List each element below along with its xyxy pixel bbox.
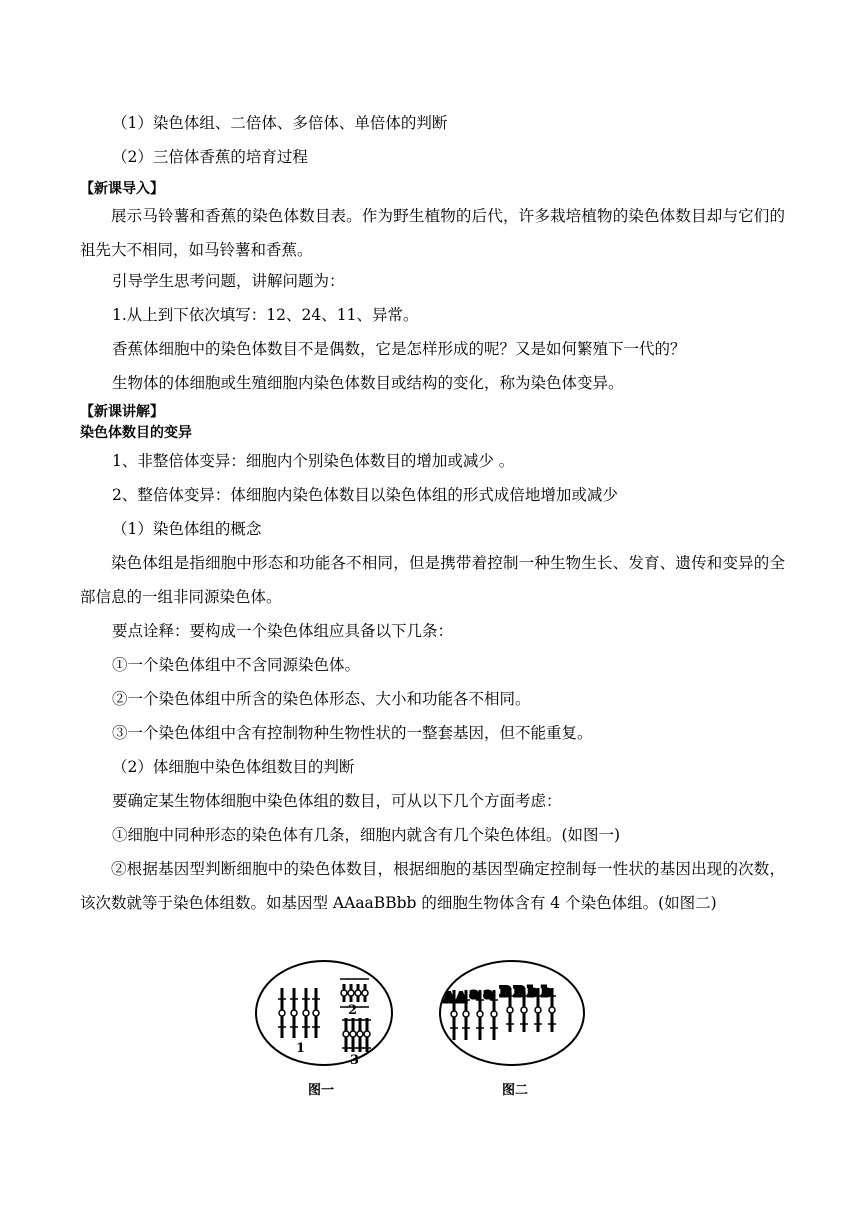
centromere [357, 1031, 363, 1037]
cell-outline-1 [256, 961, 392, 1065]
item-text: 1、非整倍体变异：细胞内个别染色体数目的增加或减少 。 [112, 452, 515, 470]
centromere [350, 1031, 356, 1037]
item-text: （2）体细胞中染色体组数目的判断 [112, 758, 355, 776]
centromere [521, 1007, 527, 1013]
cell-1-chromosomes [278, 979, 371, 1052]
item-text: ③一个染色体组中含有控制物种生物性状的一整套基因，但不能重复。 [112, 724, 593, 742]
gene-label: b [542, 985, 552, 1000]
centromere [343, 1031, 349, 1037]
centromere [451, 1011, 457, 1017]
item-text: （2）三倍体香蕉的培育过程 [112, 148, 308, 166]
item-text: 香蕉体细胞中的染色体数目不是偶数，它是怎样形成的呢？又是如何繁殖下一代的？ [112, 340, 686, 358]
centromere [535, 1007, 541, 1013]
gene-label: B [500, 985, 511, 1000]
item-text: 生物体的体细胞或生殖细胞内染色体数目或结构的变化，称为染色体变异。 [112, 374, 624, 392]
gene-label: b [528, 985, 538, 1000]
figure-caption-1: 图一 [308, 1083, 335, 1098]
item-text: 2、整倍体变异：体细胞内染色体数目以染色体组的形式成倍地增加或减少 [112, 486, 618, 504]
centromere [313, 1010, 319, 1016]
centromere [362, 990, 368, 996]
subsection-heading: 染色体数目的变异 [80, 425, 192, 441]
item-text: （1）染色体组的概念 [112, 520, 262, 538]
centromere [477, 1011, 483, 1017]
item-text: 引导学生思考问题，讲解问题为： [112, 272, 345, 290]
section-heading: 【新课导入】 [80, 181, 164, 197]
item-text: ①细胞中同种形态的染色体有几条，细胞内就含有几个染色体组。(如图一) [112, 826, 621, 844]
item-text: ②一个染色体组中所含的染色体形态、大小和功能各不相同。 [112, 690, 531, 708]
group-label-2: 2 [348, 1003, 358, 1018]
paragraph: ②根据基因型判断细胞中的染色体数目，根据细胞的基因型确定控制每一性状的基因出现的次数，该次数就等于染色体组数。如基因型 AAaaBBbb 的细胞生物体含有 4 个染色体组。(如图二) [80, 860, 785, 912]
centromere [549, 1007, 555, 1013]
gene-label: a [484, 987, 493, 1002]
centromere [303, 1010, 309, 1016]
paragraph: 染色体组是指细胞中形态和功能各不相同，但是携带着控制一种生物生长、发育、遗传和变异的全部信息的一组非同源染色体。 [80, 554, 785, 606]
group-label-3: 3 [350, 1053, 360, 1068]
centromere [491, 1011, 497, 1017]
item-text: 要点诠释：要构成一个染色体组应具备以下几条： [112, 622, 454, 640]
cell-2-chromosomes [443, 985, 556, 1040]
gene-label: A [456, 991, 467, 1006]
centromere [364, 1031, 370, 1037]
centromere [463, 1011, 469, 1017]
centromere [291, 1010, 297, 1016]
figure-caption-2: 图二 [502, 1083, 529, 1098]
paragraph: 展示马铃薯和香蕉的染色体数目表。作为野生植物的后代，许多栽培植物的染色体数目却与它们的祖先大不相同，如马铃薯和香蕉。 [80, 207, 785, 259]
centromere [348, 990, 354, 996]
gene-label: A [444, 991, 455, 1006]
centromere [355, 990, 361, 996]
item-text: （1）染色体组、二倍体、多倍体、单倍体的判断 [112, 114, 448, 132]
chromosome-diagram [254, 958, 590, 1098]
item-text: 1.从上到下依次填写：12、24、11、异常。 [112, 306, 419, 324]
item-text: 要确定某生物体细胞中染色体组的数目，可从以下几个方面考虑： [112, 792, 562, 810]
gene-label: a [470, 987, 479, 1002]
chromosome-figure [254, 958, 590, 1098]
group-label-1: 1 [296, 1041, 306, 1056]
centromere [507, 1007, 513, 1013]
centromere [279, 1010, 285, 1016]
section-heading: 【新课讲解】 [80, 404, 164, 420]
centromere [341, 990, 347, 996]
item-text: ①一个染色体组中不含同源染色体。 [112, 656, 361, 674]
gene-label: B [514, 985, 525, 1000]
